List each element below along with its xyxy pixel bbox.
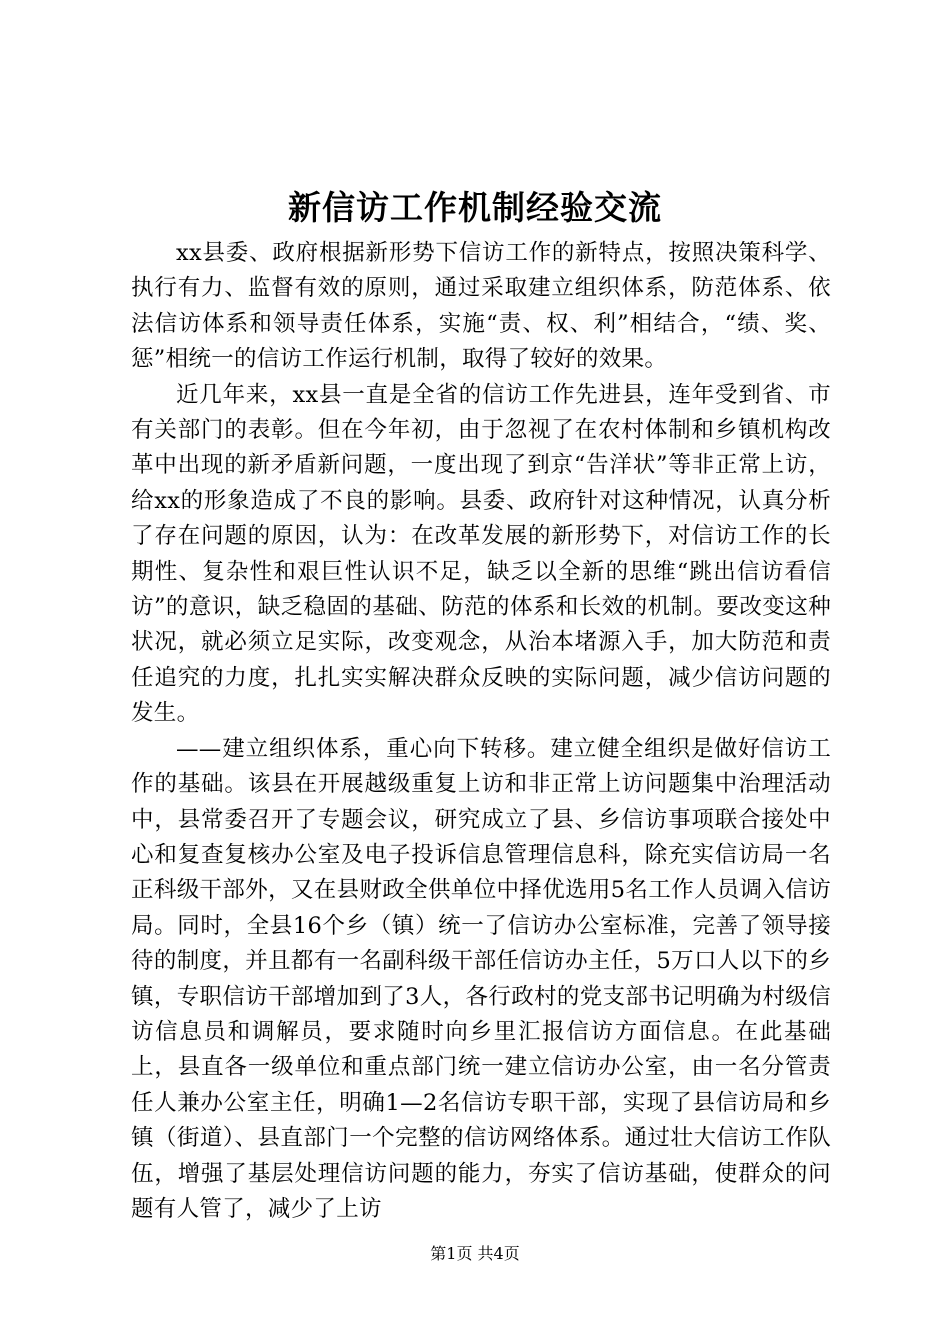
document-body	[131, 236, 831, 1227]
page-number-footer: 第1页 共4页	[430, 1244, 520, 1263]
paragraph-intro: xx县委、政府根据新形势下信访工作的新特点，按照决策科学、执行有力、监督有效的原则，通过采取建立组织体系，防范体系、依法信访体系和领导责任体系，实施“责、权、利”相结合，“绩、奖、惩”相统一的信访工作运行机制，取得了较好的效果。	[131, 240, 831, 373]
document-title: 新信访工作机制经验交流	[288, 188, 662, 227]
paragraph-background: 近几年来，xx县一直是全省的信访工作先进县，连年受到省、市有关部门的表彰。但在今年初，由于忽视了在农村体制和乡镇机构改革中出现的新矛盾新问题，一度出现了到京“告洋状”等非正常上访，给xx的形象造成了不良的影响。县委、政府针对这种情况，认真分析了存在问题的原因，认为：在改革发展的新形势下，对信访工作的长期性、复杂性和艰巨性认识不足，缺乏以全新的思维“跳出信访看信访”的意识，缺乏稳固的基础、防范的体系和长效的机制。要改变这种状况，就必须立足实际，改变观念，从治本堵源入手，加大防范和责任追究的力度，扎扎实实解决群众反映的实际问题，减少信访问题的发生。	[131, 381, 831, 727]
paragraph-organization-system: ——建立组织体系，重心向下转移。建立健全组织是做好信访工作的基础。该县在开展越级重复上访和非正常上访问题集中治理活动中，县常委召开了专题会议，研究成立了县、乡信访事项联合接处中心和复查复核办公室及电子投诉信息管理信息科，除充实信访局一名正科级干部外，又在县财政全供单位中择优选用5名工作人员调入信访局。同时，全县16个乡（镇）统一了信访办公室标准，完善了领导接待的制度，并且都有一名副科级干部任信访办主任，5万口人以下的乡镇，专职信访干部增加到了3人，各行政村的党支部书记明确为村级信访信息员和调解员，要求随时向乡里汇报信访方面信息。在此基础上，县直各一级单位和重点部门统一建立信访办公室，由一名分管责任人兼办公室主任，明确1—2名信访专职干部，实现了县信访局和乡镇（街道）、县直部门一个完整的信访网络体系。通过壮大信访工作队伍，增强了基层处理信访问题的能力，夯实了信访基础，使群众的问题有人管了，减少了上访	[131, 735, 831, 1222]
